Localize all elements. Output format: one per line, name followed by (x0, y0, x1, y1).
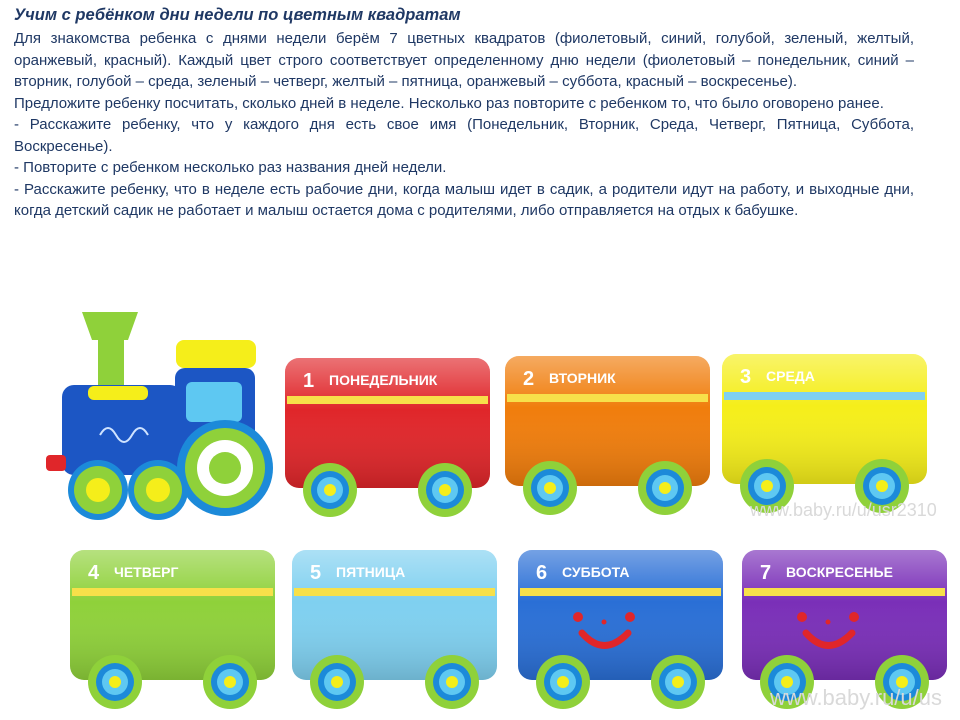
wagon-day-label: ВОСКРЕСЕНЬЕ (786, 564, 893, 580)
wagon-wheel (536, 655, 590, 709)
cab-window (186, 382, 242, 422)
wagon-number: 1 (303, 370, 315, 392)
train-illustration (0, 300, 960, 720)
wagon-5 (292, 550, 497, 709)
wagon-wheel (303, 463, 357, 517)
chimney (82, 312, 138, 390)
wagon-stripe (294, 588, 495, 596)
wagon-wheel (638, 461, 692, 515)
wagon-wheel (523, 461, 577, 515)
wagon-number: 2 (523, 368, 535, 390)
wagon-wheel (310, 655, 364, 709)
wagon-stripe (520, 588, 721, 596)
wagon-1 (285, 358, 490, 517)
wagon-stripe (507, 394, 708, 402)
loco-small-wheel (128, 460, 188, 520)
boiler-band (88, 386, 148, 400)
wagon-3 (722, 354, 927, 513)
loco-big-wheel (177, 420, 273, 516)
article-text (14, 4, 914, 222)
wagon-6 (518, 550, 723, 709)
wagon-stripe (287, 396, 488, 404)
locomotive (46, 312, 273, 520)
wagon-wheel (203, 655, 257, 709)
wagon-day-label: ПОНЕДЕЛЬНИК (329, 372, 438, 388)
wagon-number: 3 (740, 366, 752, 388)
wagon-2 (505, 356, 710, 515)
wagon-stripe (72, 588, 273, 596)
paragraph-day-names: - Расскажите ребенку, что у каждого дня есть свое имя (Понедельник, Вторник, Среда, Четверг, Пятница, Суббота, Воскресенье). (14, 116, 914, 155)
page-title: Учим с ребёнком дни недели по цветным квадратам (14, 6, 461, 24)
wagon-number: 5 (310, 562, 322, 584)
wagon-4 (70, 550, 275, 709)
wagon-number: 7 (760, 562, 772, 584)
paragraph-count-days: Предложите ребенку посчитать, сколько дней в неделе. Несколько раз повторите с ребенком то, что было оговорено ранее. (14, 94, 884, 112)
wagon-wheel (88, 655, 142, 709)
wagon-number: 4 (88, 562, 100, 584)
wagon-day-label: СРЕДА (766, 368, 815, 384)
wagon-day-label: СУББОТА (562, 564, 630, 580)
wagon-day-label: ПЯТНИЦА (336, 564, 406, 580)
paragraph-repeat: - Повторите с ребенком несколько раз названия дней недели. (14, 159, 447, 176)
wagon-wheel (651, 655, 705, 709)
wagon-number: 6 (536, 562, 548, 584)
buffer (46, 455, 66, 471)
wagon-wheel (418, 463, 472, 517)
wagon-day-label: ЧЕТВЕРГ (114, 564, 179, 580)
paragraph-workdays: - Расскажите ребенку, что в неделе есть рабочие дни, когда малыш идет в садик, а родители идут на работу, и выходные дни, когда детский садик не работает и малыш остается дома с родителями, либо отправляется на отдых к бабушке. (14, 180, 914, 219)
wagon-stripe (744, 588, 945, 596)
wagon-day-label: ВТОРНИК (549, 370, 616, 386)
wagon-stripe (724, 392, 925, 400)
watermark: www.baby.ru/u/us (770, 685, 943, 710)
watermark: www.baby.ru/u/usr2310 (750, 500, 937, 520)
cab-roof (176, 340, 256, 368)
wagon-wheel (425, 655, 479, 709)
paragraph-intro: Для знакомства ребенка с днями недели берём 7 цветных квадратов (фиолетовый, синий, голубой, зеленый, желтый, оранжевый, красный). Каждый цвет строго соответствует определенному дню недели (фиолетовый – понедельник, синий – вторник, голубой – среда, зеленый – четверг, желтый – пятница, оранжевый – суббота, красный – воскресенье). (14, 30, 914, 90)
loco-small-wheel (68, 460, 128, 520)
